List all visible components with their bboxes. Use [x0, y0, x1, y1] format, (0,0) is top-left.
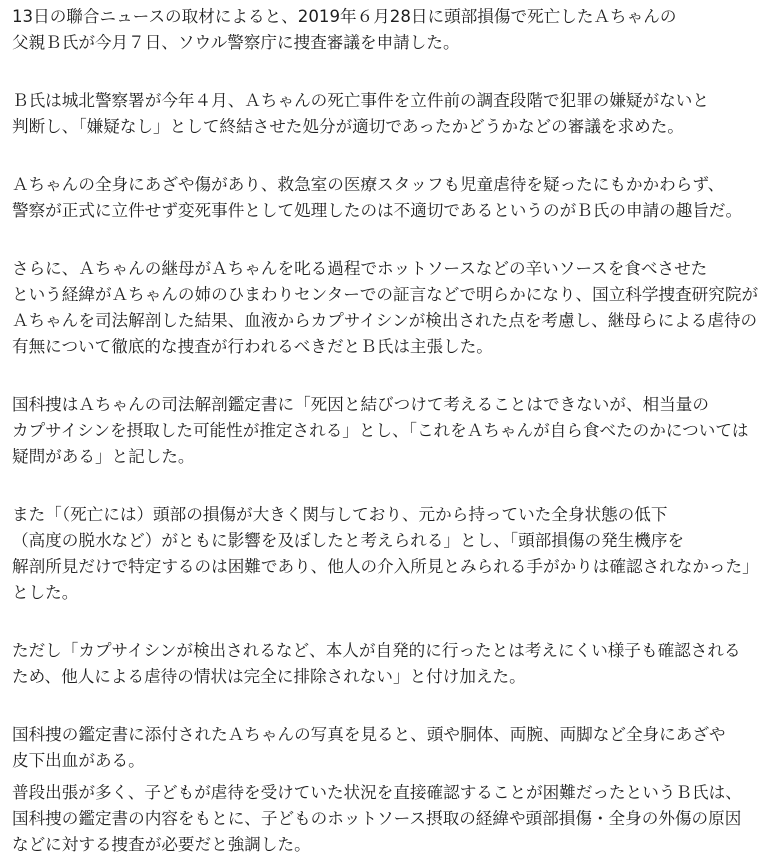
paragraph — [12, 638, 764, 690]
text-line: という経緯がＡちゃんの姉のひまわりセンターでの証言などで明らかになり、国立科学捜査研究院が — [12, 285, 759, 304]
text-line: Ｂ氏は城北警察署が今年４月、Ａちゃんの死亡事件を立件前の調査段階で犯罪の嫌疑がないと — [12, 91, 709, 110]
paragraph — [12, 502, 764, 606]
article-body — [12, 4, 764, 858]
paragraph — [12, 88, 764, 140]
text-line: Ａちゃんを司法解剖した結果、血液からカプサイシンが検出された点を考慮し、継母らによる虐待の — [12, 311, 758, 330]
paragraph-spacer — [12, 140, 764, 172]
text-line: 13日の聯合ニュースの取材によると、2019年６月28日に頭部損傷で死亡したＡちゃんの — [12, 7, 677, 26]
paragraph — [12, 256, 764, 360]
paragraph — [12, 392, 764, 470]
paragraph — [12, 780, 764, 858]
text-line: カプサイシンを摂取した可能性が推定される」とし、「これをＡちゃんが自ら食べたのかについては — [12, 421, 749, 440]
text-line: 父親Ｂ氏が今月７日、ソウル警察庁に捜査審議を申請した。 — [12, 33, 460, 52]
paragraph-spacer — [12, 606, 764, 638]
paragraph — [12, 4, 764, 56]
text-line: （高度の脱水など）がともに影響を及ぼしたと考えられる」とし、「頭部損傷の発生機序を — [12, 531, 685, 550]
paragraph-spacer — [12, 360, 764, 392]
text-line: ただし「カプサイシンが検出されるなど、本人が自発的に行ったとは考えにくい様子も確認される — [12, 641, 741, 660]
text-line: ため、他人による虐待の情状は完全に排除されない」と付け加えた。 — [12, 667, 526, 686]
paragraph-spacer — [12, 470, 764, 502]
text-line: 有無について徹底的な捜査が行われるべきだとＢ氏は主張した。 — [12, 337, 493, 356]
text-line: 国科捜の鑑定書に添付されたＡちゃんの写真を見ると、頭や胴体、両腕、両脚など全身にあざや — [12, 725, 726, 744]
text-line: Ａちゃんの全身にあざや傷があり、救急室の医療スタッフも児童虐待を疑ったにもかかわらず、 — [12, 175, 725, 194]
text-line: 解剖所見だけで特定するのは困難であり、他人の介入所見とみられる手がかりは確認されなかった」 — [12, 557, 759, 576]
text-line: また「（死亡には）頭部の損傷が大きく関与しており、元から持っていた全身状態の低下 — [12, 505, 668, 524]
text-line: 疑問がある」と記した。 — [12, 447, 195, 466]
text-line: などに対する捜査が必要だと強調した。 — [12, 835, 311, 854]
text-line: 皮下出血がある。 — [12, 751, 145, 770]
paragraph — [12, 722, 764, 774]
paragraph — [12, 172, 764, 224]
paragraph-spacer — [12, 224, 764, 256]
text-line: さらに、Ａちゃんの継母がＡちゃんを叱る過程でホットソースなどの辛いソースを食べさせた — [12, 259, 708, 278]
paragraph-spacer — [12, 690, 764, 722]
text-line: 国科捜の鑑定書の内容をもとに、子どものホットソース摂取の経緯や頭部損傷・全身の外傷の原因 — [12, 809, 742, 828]
text-line: 国科捜はＡちゃんの司法解剖鑑定書に「死因と結びつけて考えることはできないが、相当量の — [12, 395, 709, 414]
text-line: 普段出張が多く、子どもが虐待を受けていた状況を直接確認することが困難だったというＢ氏は、 — [12, 783, 742, 802]
paragraph-spacer — [12, 56, 764, 88]
text-line: 判断し、「嫌疑なし」として終結させた処分が適切であったかどうかなどの審議を求めた。 — [12, 117, 684, 136]
text-line: 警察が正式に立件せず変死事件として処理したのは不適切であるというのがＢ氏の申請の趣旨だ。 — [12, 201, 743, 220]
text-line: とした。 — [12, 583, 79, 602]
